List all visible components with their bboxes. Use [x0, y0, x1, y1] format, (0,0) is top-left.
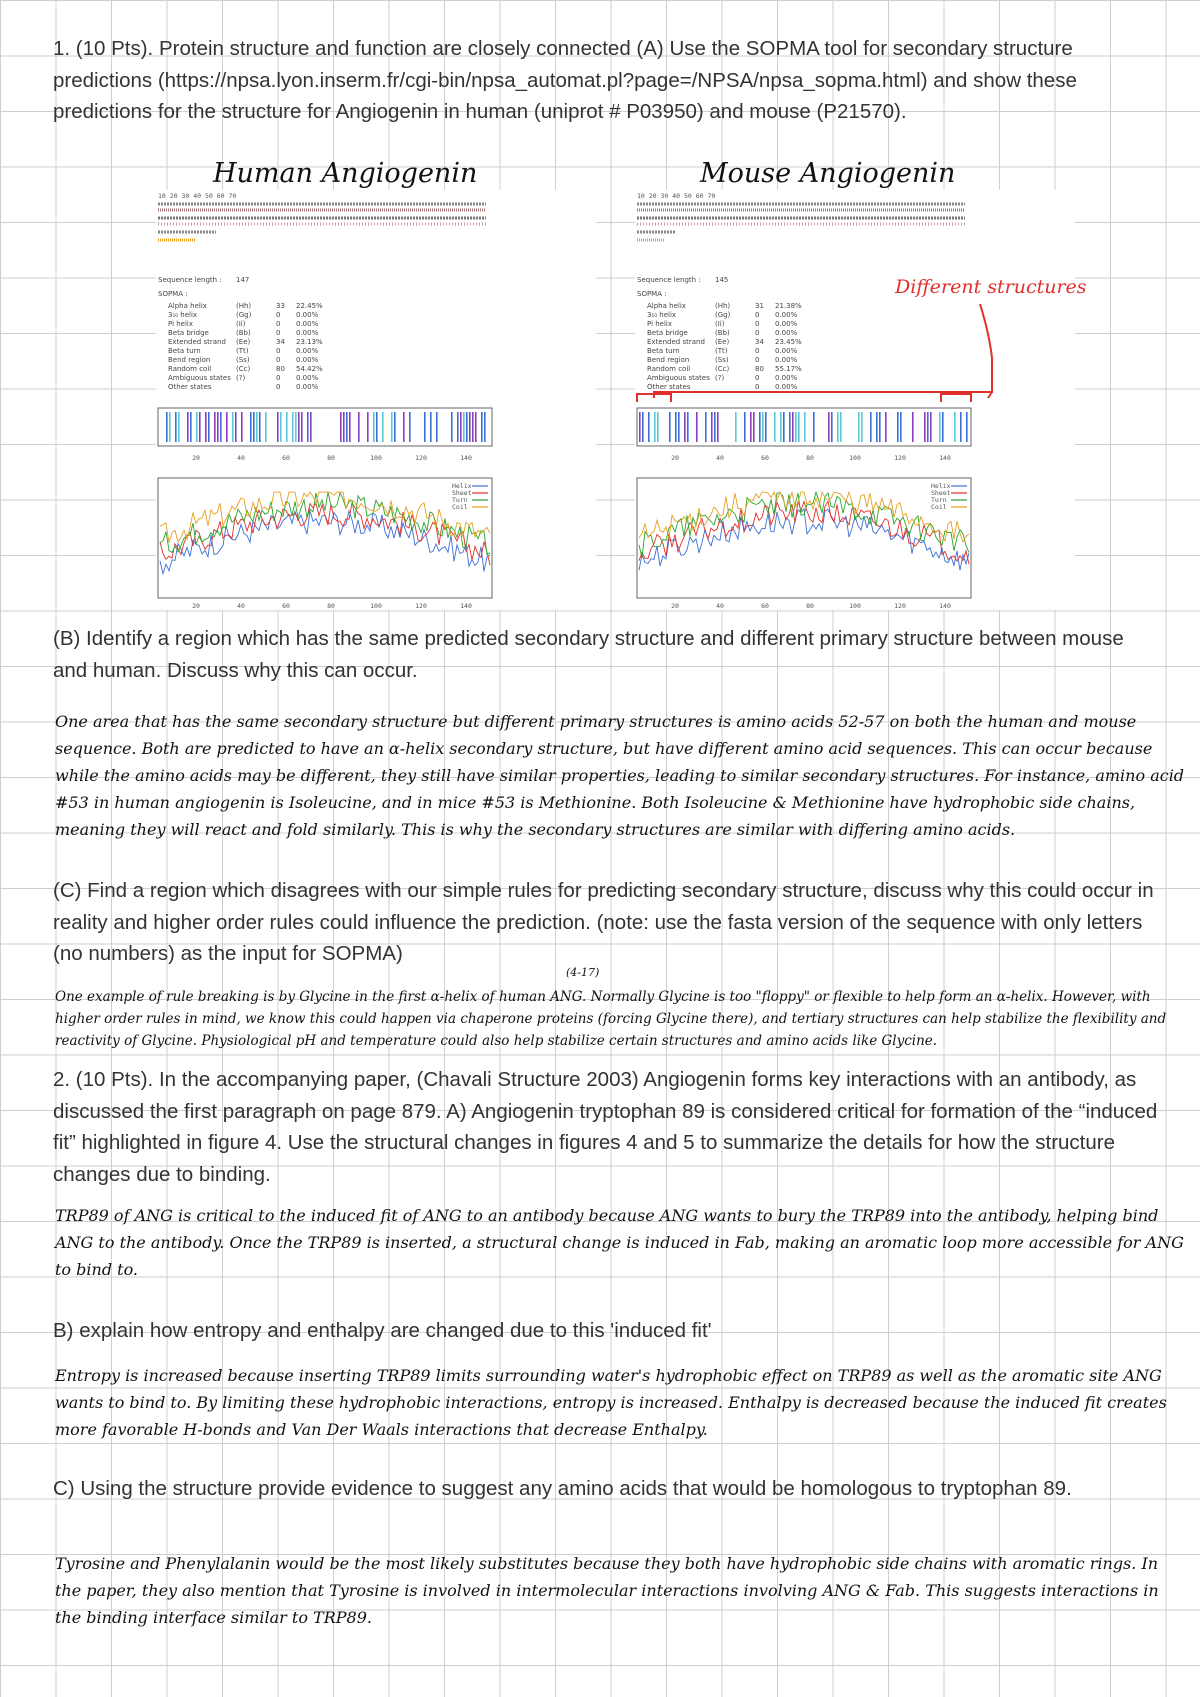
human-stat-name: Pi helix	[168, 320, 194, 328]
mouse-plot-tick: 40	[716, 602, 724, 610]
human-stat-code: (?)	[236, 374, 246, 382]
mouse-stat-name: Extended strand	[647, 338, 705, 346]
mouse-bar-tick: 60	[761, 454, 769, 462]
human-bar-tick: 20	[192, 454, 200, 462]
human-bar-tick: 40	[237, 454, 245, 462]
q2b-answer: Entropy is increased because inserting TRP89 limits surrounding water's hydrophobic effect on TRP89 as well as the aromatic site ANG wants to bind to. By limiting these hydrophobic interactions, entropy is increased. Enthalpy is decreased because the induced fit creates more favorable H-bonds and Van Der Waals interactions that decrease Enthalpy.	[55, 1366, 1167, 1439]
human-stat-pct: 0.00%	[296, 374, 319, 382]
human-stat-code: (Tt)	[236, 347, 249, 355]
mouse-stat-name: Pi helix	[647, 320, 673, 328]
human-plot-tick: 60	[282, 602, 290, 610]
mouse-stat-name: 3₁₀ helix	[647, 311, 677, 319]
human-seq-length-label: Sequence length :	[158, 276, 222, 284]
mouse-plot-tick: 20	[671, 602, 679, 610]
human-stat-count: 0	[276, 311, 281, 319]
q1c-answer: One example of rule breaking is by Glycine in the first α-helix of human ANG. Normally Glycine is too "floppy" or flexible to help form an α-helix. However, with higher order rules in mind, we know this could happen via chaperone proteins (forcing Glycine there), and tertiary structures can help stabilize the flexibility and reactivity of Glycine. Physiological pH and temperature could also help stabilize certain structures and amino acids like Glycine.	[55, 989, 1167, 1049]
q1b-answer: One area that has the same secondary structure but different primary structures is amino acids 52-57 on both the human and mouse sequence. Both are predicted to have an α-helix secondary structure, but have different amino acid sequences. This can occur because while the amino acids may be different, they still have similar properties, leading to similar secondary structures. For instance, amino acid #53 in human angiogenin is Isoleucine, and in mice #53 is Methionine. Both Isoleucine & Methionine have hydrophobic side chains, meaning they will react and fold similarly. This is why the secondary structures are similar with differing amino acids.	[55, 712, 1185, 839]
human-stat-pct: 0.00%	[296, 383, 319, 391]
human-stat-name: Other states	[168, 383, 212, 391]
mouse-stat-count: 80	[755, 365, 764, 373]
mouse-bar-tick: 100	[849, 454, 861, 462]
mouse-plot-tick: 140	[939, 602, 951, 610]
mouse-stat-name: Ambiguous states	[647, 374, 710, 382]
mouse-stat-name: Random coil	[647, 365, 691, 373]
mouse-stat-pct: 0.00%	[775, 356, 798, 364]
human-stat-pct: 54.42%	[296, 365, 323, 373]
human-bar-tick: 60	[282, 454, 290, 462]
human-stat-count: 0	[276, 347, 281, 355]
human-stat-code: (Cc)	[236, 365, 251, 373]
human-legend-label: Helix	[452, 482, 472, 490]
mouse-legend-label: Sheet	[931, 489, 951, 497]
q1c-note: (4-17)	[566, 966, 600, 979]
human-stat-count: 0	[276, 329, 281, 337]
q1-prompt: 1. (10 Pts). Protein structure and function are closely connected (A) Use the SOPMA tool for secondary structure predictions (https://npsa.lyon.inserm.fr/cgi-bin/npsa_automat.pl?page=/NPSA/npsa_sopma.html) and show these predictions for the structure for Angiogenin in human (uniprot # P03950) and mouse (P21570).	[53, 37, 1077, 123]
mouse-stat-code: (Tt)	[715, 347, 728, 355]
human-bar-tick: 100	[370, 454, 382, 462]
mouse-plot-tick: 60	[761, 602, 769, 610]
q2-prompt: 2. (10 Pts). In the accompanying paper, (Chavali Structure 2003) Angiogenin forms key interactions with an antibody, as discussed the first paragraph on page 879. A) Angiogenin tryptophan 89 is considered critical for formation of the “induced fit” highlighted in figure 4. Use the structural changes in figures 4 and 5 to summarize the details for how the structure changes due to binding.	[53, 1068, 1158, 1186]
svg-text:10 20 30 40 50 60 70: 10 20 30 40 50 60 70	[637, 192, 716, 200]
mouse-stat-name: Bend region	[647, 356, 690, 364]
different-structures-note: Different structures	[895, 276, 1087, 298]
human-stat-name: Ambiguous states	[168, 374, 231, 382]
human-stat-count: 0	[276, 374, 281, 382]
mouse-plot-tick: 100	[849, 602, 861, 610]
human-stat-count: 0	[276, 356, 281, 364]
human-stat-count: 80	[276, 365, 285, 373]
mouse-seq-length: 145	[715, 276, 729, 284]
human-plot-tick: 100	[370, 602, 382, 610]
mouse-stat-pct: 55.17%	[775, 365, 802, 373]
human-plot-tick: 20	[192, 602, 200, 610]
q2c-prompt: C) Using the structure provide evidence to suggest any amino acids that would be homologous to tryptophan 89.	[53, 1477, 1072, 1500]
mouse-stat-code: (Ii)	[715, 320, 725, 328]
human-stat-code: (Ee)	[236, 338, 251, 346]
q2b-prompt: B) explain how entropy and enthalpy are changed due to this 'induced fit'	[53, 1319, 712, 1342]
human-stat-code: (Ss)	[236, 356, 250, 364]
human-stat-name: Beta turn	[168, 347, 201, 355]
mouse-bar-tick: 40	[716, 454, 724, 462]
mouse-bar-tick: 140	[939, 454, 951, 462]
mouse-stat-count: 0	[755, 311, 760, 319]
human-stat-pct: 0.00%	[296, 320, 319, 328]
human-stat-code: (Hh)	[236, 302, 252, 310]
mouse-stat-code: (Cc)	[715, 365, 730, 373]
svg-text:10 20 30 40 50 60 70: 10 20 30 40 50 60 70	[158, 192, 237, 200]
mouse-stat-code: (Bb)	[715, 329, 730, 337]
mouse-stat-pct: 23.45%	[775, 338, 802, 346]
mouse-stat-count: 31	[755, 302, 764, 310]
q2c-answer: Tyrosine and Phenylalanin would be the most likely substitutes because they both have hydrophobic side chains with aromatic rings. In the paper, they also mention that Tyrosine is involved in intermolecular interactions involving ANG & Fab. This suggests interactions in the binding interface similar to TRP89.	[55, 1554, 1159, 1627]
mouse-legend-label: Coil	[931, 503, 947, 511]
mouse-plot-tick: 80	[806, 602, 814, 610]
human-legend-label: Coil	[452, 503, 468, 511]
mouse-legend-label: Helix	[931, 482, 951, 490]
mouse-bar-tick: 120	[894, 454, 906, 462]
q1b-prompt: (B) Identify a region which has the same predicted secondary structure and different primary structure between mouse and human. Discuss why this can occur.	[53, 627, 1124, 682]
mouse-stat-count: 0	[755, 347, 760, 355]
mouse-stat-name: Beta bridge	[647, 329, 688, 337]
human-stat-pct: 0.00%	[296, 356, 319, 364]
human-stat-pct: 23.13%	[296, 338, 323, 346]
mouse-stat-name: Alpha helix	[647, 302, 686, 310]
human-stat-count: 0	[276, 383, 281, 391]
human-legend-label: Turn	[452, 496, 468, 504]
human-stat-name: Extended strand	[168, 338, 226, 346]
mouse-stat-code: (Ee)	[715, 338, 730, 346]
mouse-stat-pct: 0.00%	[775, 329, 798, 337]
human-stat-pct: 0.00%	[296, 347, 319, 355]
human-stat-code: (Gg)	[236, 311, 252, 319]
mouse-stat-pct: 0.00%	[775, 374, 798, 382]
human-stat-count: 34	[276, 338, 285, 346]
human-seq-length: 147	[236, 276, 250, 284]
mouse-stat-count: 0	[755, 356, 760, 364]
human-stat-pct: 0.00%	[296, 329, 319, 337]
mouse-angiogenin-title: Mouse Angiogenin	[700, 158, 956, 189]
human-sopma-label: SOPMA :	[158, 290, 188, 298]
human-angiogenin-title: Human Angiogenin	[213, 158, 478, 189]
human-plot-tick: 120	[415, 602, 427, 610]
mouse-diff-arrow-left	[654, 304, 992, 398]
mouse-stat-pct: 0.00%	[775, 320, 798, 328]
human-bar-tick: 140	[460, 454, 472, 462]
q1c-prompt: (C) Find a region which disagrees with our simple rules for predicting secondary structure, discuss why this could occur in reality and higher order rules could influence the prediction. (note: use the fasta version of the sequence with only letters (no numbers) as the input for SOPMA)	[53, 879, 1154, 965]
mouse-plot-tick: 120	[894, 602, 906, 610]
mouse-stat-pct: 0.00%	[775, 347, 798, 355]
mouse-stat-count: 0	[755, 320, 760, 328]
human-plot-tick: 140	[460, 602, 472, 610]
human-stat-name: 3₁₀ helix	[168, 311, 198, 319]
human-plot-tick: 80	[327, 602, 335, 610]
mouse-stat-code: (Ss)	[715, 356, 729, 364]
mouse-stat-code: (Hh)	[715, 302, 731, 310]
human-bar-tick: 80	[327, 454, 335, 462]
human-plot-tick: 40	[237, 602, 245, 610]
mouse-bar-tick: 80	[806, 454, 814, 462]
mouse-stat-count: 0	[755, 383, 760, 391]
mouse-sopma-label: SOPMA :	[637, 290, 667, 298]
human-stat-name: Alpha helix	[168, 302, 207, 310]
human-stat-pct: 22.45%	[296, 302, 323, 310]
mouse-stat-code: (Gg)	[715, 311, 731, 319]
human-stat-code: (Bb)	[236, 329, 251, 337]
mouse-stat-count: 0	[755, 374, 760, 382]
mouse-stat-count: 0	[755, 329, 760, 337]
human-bar-tick: 120	[415, 454, 427, 462]
mouse-stat-name: Other states	[647, 383, 691, 391]
q2a-answer: TRP89 of ANG is critical to the induced fit of ANG to an antibody because ANG wants to bury the TRP89 into the antibody, helping bind ANG to the antibody. Once the TRP89 is inserted, a structural change is induced in Fab, making an aromatic loop more accessible for ANG to bind to.	[55, 1206, 1184, 1279]
mouse-legend-label: Turn	[931, 496, 947, 504]
mouse-stat-code: (?)	[715, 374, 725, 382]
human-stat-name: Bend region	[168, 356, 211, 364]
human-stat-count: 0	[276, 320, 281, 328]
human-stat-name: Random coil	[168, 365, 212, 373]
human-stat-count: 33	[276, 302, 285, 310]
mouse-bar-tick: 20	[671, 454, 679, 462]
mouse-stat-pct: 0.00%	[775, 383, 798, 391]
mouse-stat-pct: 0.00%	[775, 311, 798, 319]
mouse-stat-pct: 21.38%	[775, 302, 802, 310]
human-stat-pct: 0.00%	[296, 311, 319, 319]
human-stat-name: Beta bridge	[168, 329, 209, 337]
human-stat-code: (Ii)	[236, 320, 246, 328]
mouse-stat-name: Beta turn	[647, 347, 680, 355]
mouse-seq-length-label: Sequence length :	[637, 276, 701, 284]
human-legend-label: Sheet	[452, 489, 472, 497]
mouse-stat-count: 34	[755, 338, 764, 346]
